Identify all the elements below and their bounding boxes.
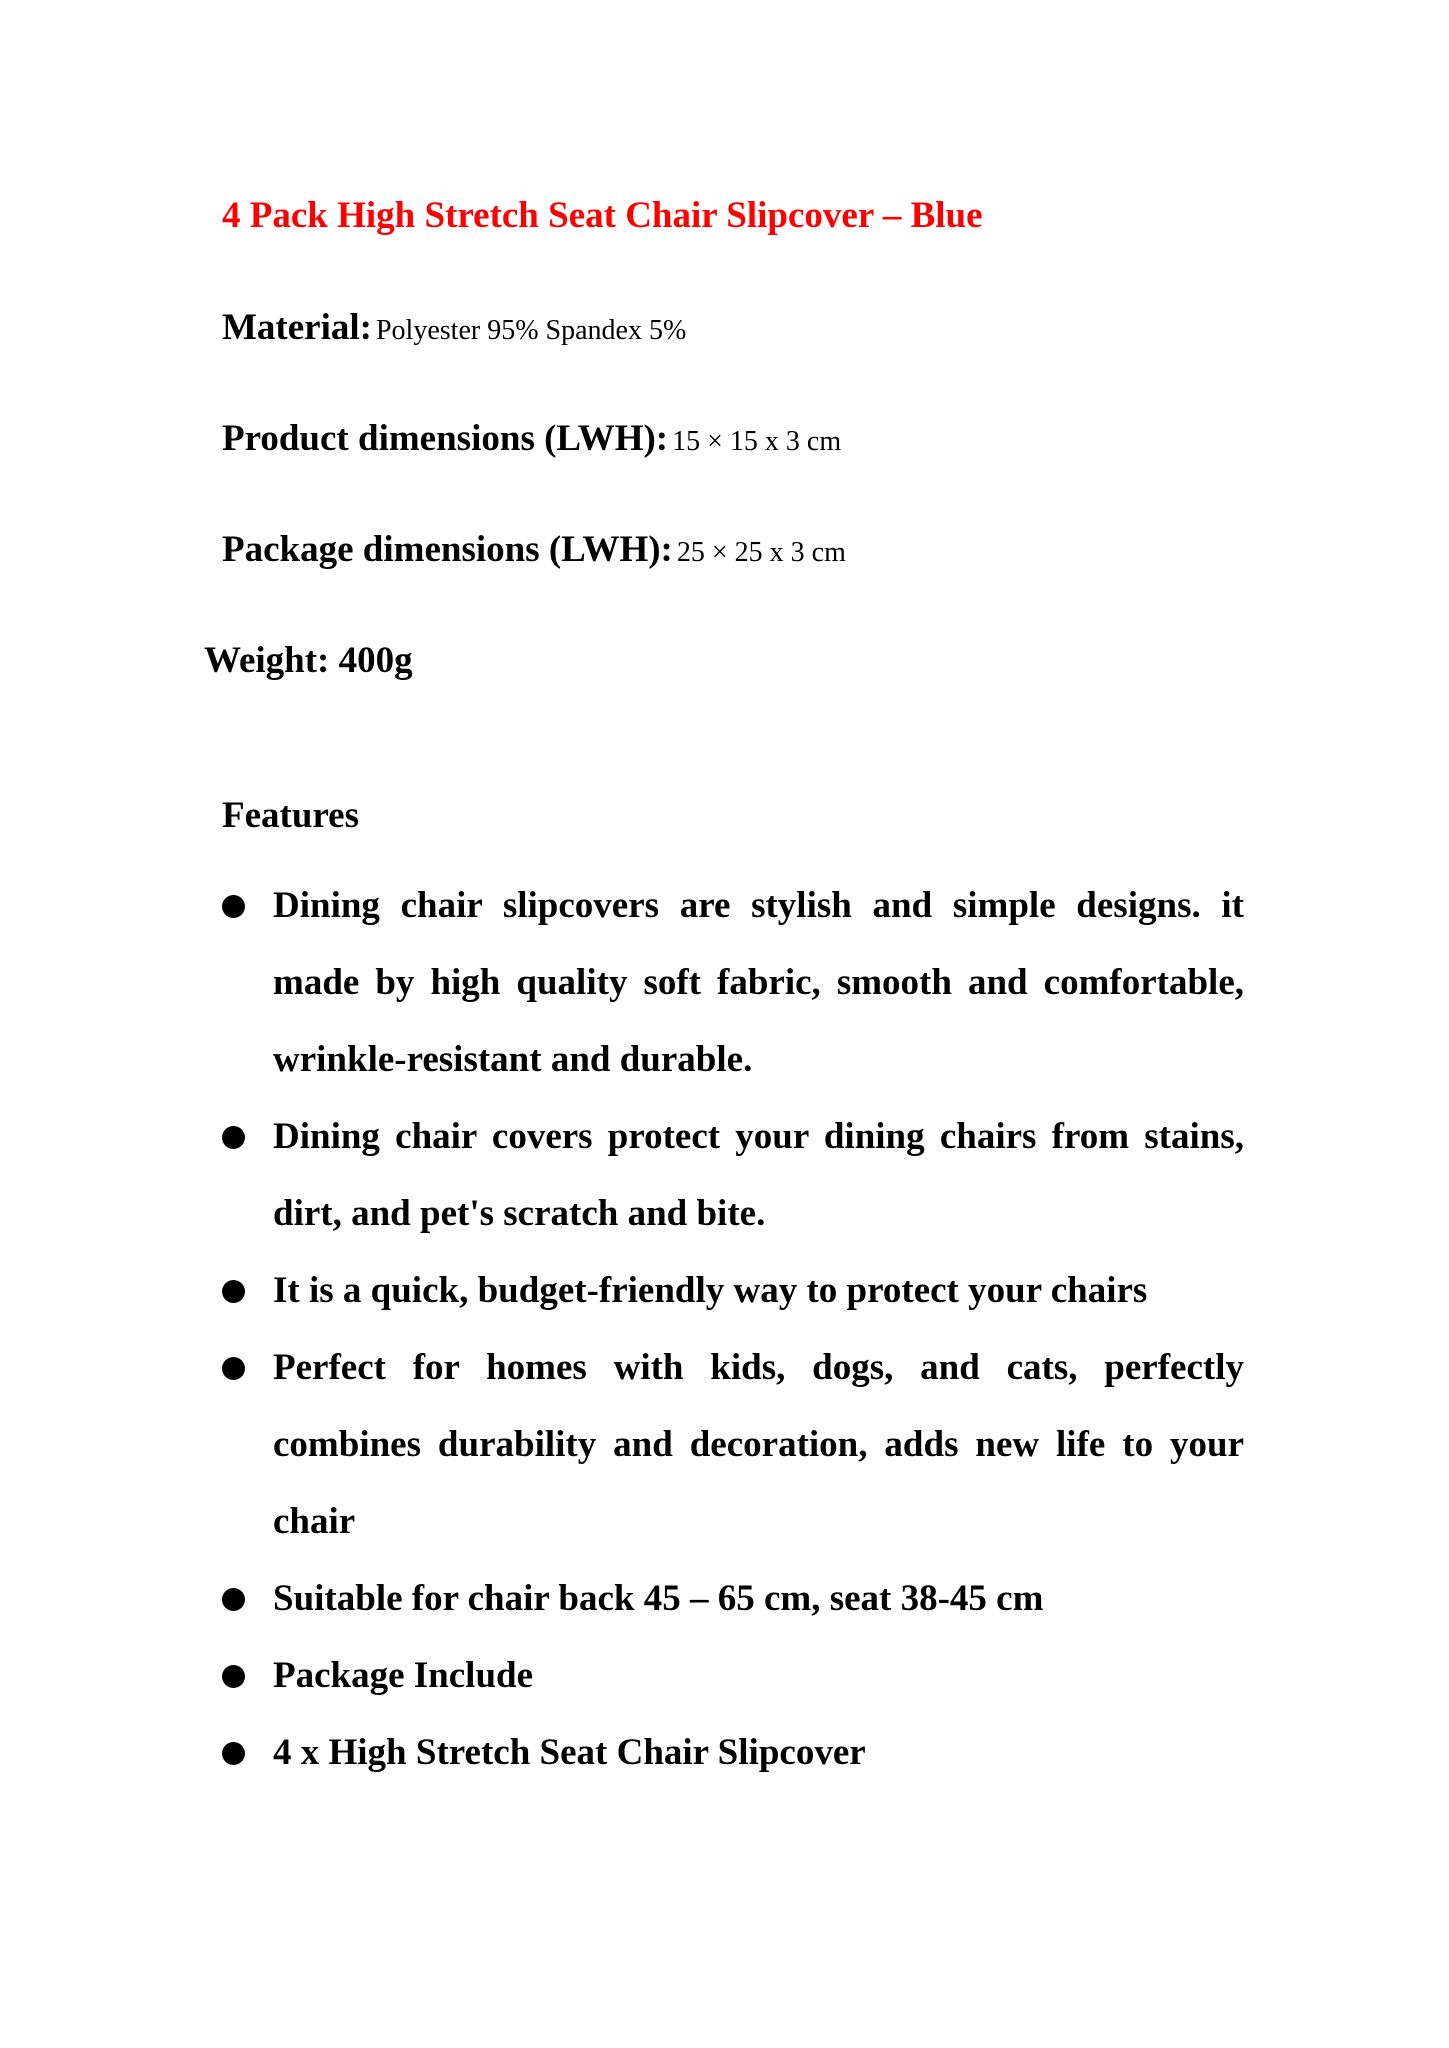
feature-item — [222, 1252, 1244, 1329]
feature-item — [222, 867, 1244, 1098]
feature-item-text: Suitable for chair back 45 – 65 cm, seat 38-45 cm — [273, 1578, 1044, 1619]
feature-item — [222, 1098, 1244, 1252]
features-heading: Features — [222, 795, 359, 836]
feature-item-text: Dining chair covers protect your dining chairs from stains, dirt, and pet's scratch and bite. — [273, 1116, 1244, 1234]
feature-item-text: It is a quick, budget-friendly way to protect your chairs — [273, 1270, 1148, 1311]
spec-package-dimensions-value: 25 × 25 x 3 cm — [676, 537, 846, 568]
filled-circle-bullet-icon — [222, 1588, 245, 1611]
spec-package-dimensions-label: Package dimensions (LWH): — [222, 529, 673, 570]
feature-item — [222, 1714, 1244, 1791]
filled-circle-bullet-icon — [222, 895, 245, 918]
feature-item — [222, 1560, 1244, 1637]
feature-item-text: 4 x High Stretch Seat Chair Slipcover — [273, 1732, 866, 1773]
spec-product-dimensions-value: 15 × 15 x 3 cm — [672, 426, 842, 457]
filled-circle-bullet-icon — [222, 1280, 245, 1303]
feature-item — [222, 1329, 1244, 1560]
spec-material-label: Material: — [222, 307, 372, 348]
spec-weight: Weight: 400g — [204, 640, 413, 681]
filled-circle-bullet-icon — [222, 1742, 245, 1765]
spec-product-dimensions — [222, 414, 841, 471]
filled-circle-bullet-icon — [222, 1665, 245, 1688]
feature-item-text: Perfect for homes with kids, dogs, and cats, perfectly combines durability and decoration, adds new life to your chair — [273, 1347, 1244, 1542]
product-title: 4 Pack High Stretch Seat Chair Slipcover – Blue — [222, 195, 983, 236]
spec-package-dimensions — [222, 525, 846, 582]
filled-circle-bullet-icon — [222, 1357, 245, 1380]
spec-product-dimensions-label: Product dimensions (LWH): — [222, 418, 669, 459]
filled-circle-bullet-icon — [222, 1126, 245, 1149]
spec-material — [222, 303, 686, 360]
features-list — [222, 867, 1244, 1791]
spec-material-value: Polyester 95% Spandex 5% — [375, 315, 687, 346]
feature-item — [222, 1637, 1244, 1714]
feature-item-text: Package Include — [273, 1655, 534, 1696]
feature-item-text: Dining chair slipcovers are stylish and simple designs. it made by high quality soft fabric, smooth and comfortable, wrinkle-resistant and durable. — [273, 885, 1244, 1080]
